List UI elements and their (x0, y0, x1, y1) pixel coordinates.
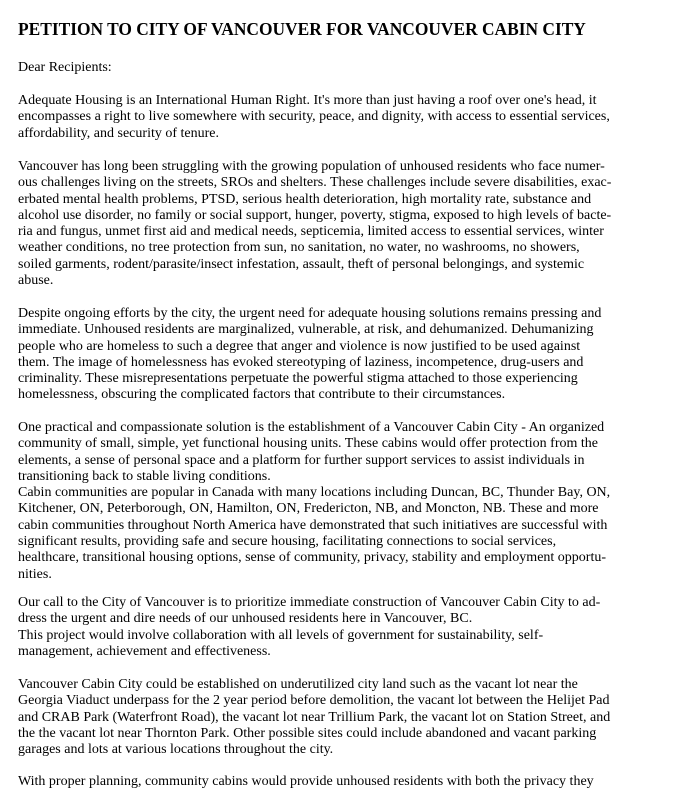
text-line: nities. (18, 566, 52, 582)
text-line: dress the urgent and dire needs of our unhoused residents here in Vancouver, BC. (18, 611, 473, 627)
text-line: ria and fungus, unmet first aid and medical needs, septicemia, limited access to essential services, winter (18, 224, 604, 240)
text-line: With proper planning, community cabins would provide unhoused residents with both the privacy they (18, 774, 594, 789)
text-line: Adequate Housing is an International Human Right. It's more than just having a roof over one's head, it (18, 93, 597, 108)
text-line: homelessness, obscuring the complicated factors that contribute to their circumstances. (18, 387, 506, 403)
document-title: PETITION TO CITY OF VANCOUVER FOR VANCOUVER CABIN CITY (18, 19, 586, 39)
text-line: Vancouver has long been struggling with the growing population of unhoused residents who face numer- (18, 159, 605, 174)
text-line: ous challenges living on the streets, SROs and shelters. These challenges include severe disabilities, exac- (18, 175, 612, 191)
text-line: affordability, and security of tenure. (18, 125, 219, 141)
text-line: encompasses a right to live somewhere with security, peace, and dignity, with access to essential services, (18, 109, 610, 125)
text-line: community of small, simple, yet functional housing units. These cabins would offer protection from the (18, 436, 598, 452)
paragraph-human-right (18, 93, 610, 142)
paragraph-call-to-action (18, 595, 600, 660)
text-line: criminality. These misrepresentations perpetuate the powerful stigma attached to those experiencing (18, 371, 578, 387)
text-line: significant results, providing safe and secure housing, facilitating connections to social services, (18, 534, 557, 550)
text-line: alcohol use disorder, no family or social support, hunger, poverty, stigma, exposed to high levels of bacte- (18, 207, 612, 223)
paragraph-planning (18, 774, 594, 790)
text-line: erbated mental health problems, PTSD, serious health deterioration, high mortality rate, substance and (18, 191, 592, 207)
text-line: garages and lots at various locations throughout the city. (18, 742, 334, 758)
text-line: the the vacant lot near Thornton Park. Other possible sites could include abandoned and vacant parking (18, 725, 597, 741)
text-line: Kitchener, ON, Peterborough, ON, Hamilton, ON, Fredericton, NB, and Moncton, NB. These and more (18, 501, 599, 517)
text-line: weather conditions, no tree protection from sun, no sanitation, no water, no washrooms, no showers, (18, 240, 580, 256)
text-line: Georgia Viaduct underpass for the 2 year period before demolition, the vacant lot between the Helijet Pad (18, 693, 610, 709)
text-line: cabin communities throughout North America have demonstrated that such initiatives are successful with (18, 517, 608, 533)
text-line: One practical and compassionate solution is the establishment of a Vancouver Cabin City - An organized (18, 420, 605, 435)
text-line: transitioning back to stable living conditions. (18, 468, 271, 484)
text-line: soiled garments, rodent/parasite/insect infestation, assault, theft of personal belongings, and systemic (18, 256, 585, 272)
text-line: abuse. (18, 273, 54, 289)
text-line: Cabin communities are popular in Canada with many locations including Duncan, BC, Thunder Bay, ON, (18, 485, 611, 501)
text-line: people who are homeless to such a degree that anger and violence is now justified to be used against (18, 338, 581, 354)
text-line: Our call to the City of Vancouver is to prioritize immediate construction of Vancouver Cabin City to ad- (18, 595, 601, 610)
text-line: healthcare, transitional housing options, sense of community, privacy, stability and employment opportu- (18, 550, 607, 566)
text-line: management, achievement and effectiveness. (18, 643, 271, 659)
text-line: This project would involve collaboration with all levels of government for sustainability, self- (18, 627, 544, 643)
text-line: Vancouver Cabin City could be established on underutilized city land such as the vacant lot near the (18, 677, 578, 692)
paragraph-sites (18, 677, 610, 758)
paragraph-stigma (18, 306, 601, 404)
text-line: and CRAB Park (Waterfront Road), the vacant lot near Trillium Park, the vacant lot on Station Street, and (18, 709, 611, 725)
text-line: elements, a sense of personal space and a platform for further support services to assist individuals in (18, 452, 585, 468)
text-line: them. The image of homelessness has evoked stereotyping of laziness, incompetence, drug-users and (18, 354, 584, 370)
paragraph-cabin-solution (18, 420, 610, 583)
text-line: immediate. Unhoused residents are marginalized, vulnerable, at risk, and dehumanized. Dehumanizing (18, 322, 594, 338)
salutation: Dear Recipients: (18, 60, 112, 75)
paragraph-challenges (18, 159, 611, 289)
text-line: Despite ongoing efforts by the city, the urgent need for adequate housing solutions remains pressing and (18, 306, 602, 321)
